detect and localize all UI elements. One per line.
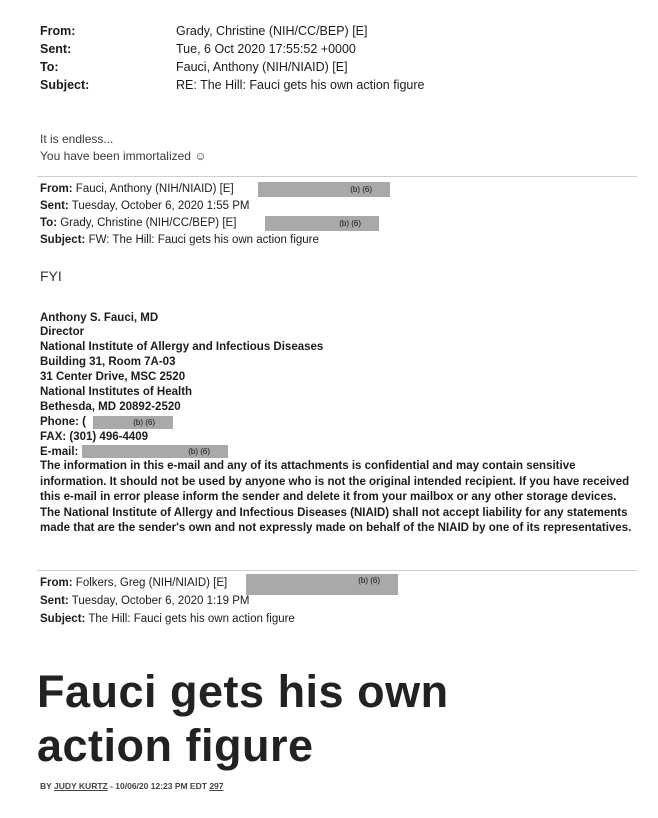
sent-row: [0, 40, 658, 58]
fwd2-from-label: From:: [40, 577, 73, 589]
fwd1-to-row: [40, 215, 236, 231]
sig-building: Building 31, Room 7A-03: [40, 356, 176, 368]
subject-value: RE: The Hill: Fauci gets his own action figure: [176, 78, 425, 92]
article-byline: [40, 781, 224, 791]
fwd1-from-value: Fauci, Anthony (NIH/NIAID) [E]: [75, 183, 234, 195]
redaction-box: (b) (6): [246, 574, 398, 595]
redaction-box: (b) (6): [258, 182, 390, 197]
sig-email-label: E-mail:: [40, 446, 79, 458]
sig-fax: FAX: (301) 496-4409: [40, 431, 149, 443]
sent-label: Sent:: [40, 42, 72, 56]
fwd1-to-label: To:: [40, 217, 58, 229]
from-label: From:: [40, 24, 76, 38]
fwd1-from-row: [40, 181, 234, 197]
sent-value: Tue, 6 Oct 2020 17:55:52 +0000: [176, 42, 356, 56]
article-headline-line-2: action figure: [37, 720, 314, 771]
subject-label: Subject:: [40, 78, 90, 92]
fwd2-subject-label: Subject:: [40, 613, 86, 625]
reply-line-1: It is endless...: [40, 132, 114, 146]
fwd1-subject-row: [40, 232, 319, 248]
fwd1-sent-row: [40, 198, 249, 214]
fwd1-sent-label: Sent:: [40, 200, 69, 212]
fwd1-from-label: From:: [40, 183, 73, 195]
fwd2-from-row: [40, 575, 227, 591]
sig-org: National Institutes of Health: [40, 386, 193, 398]
sig-street: 31 Center Drive, MSC 2520: [40, 371, 186, 383]
disclaimer: The information in this e-mail and any of its attachments is confidential and may contain sensitive information. It should not be used by anyone who is not the original intended recipient. If you have received this e-mail in error please inform the sender and delete it from your mailbox or any other storage devices. The National Institute of Allergy and Infectious Diseases (NIAID) shall not accept liability for any statements made that are the sender's own and not expressly made on behalf of the NIAID by one of its representatives.: [40, 460, 632, 534]
reply-line-2: You have been immortalized ☺: [40, 149, 207, 163]
fwd1-subject-value: FW: The Hill: Fauci gets his own action figure: [88, 234, 319, 246]
redaction-box: (b) (6): [93, 416, 173, 429]
redaction-box: (b) (6): [265, 216, 379, 231]
fwd2-from-value: Folkers, Greg (NIH/NIAID) [E]: [75, 577, 228, 589]
sig-city: Bethesda, MD 20892-2520: [40, 401, 181, 413]
sig-phone-label: Phone: (: [40, 416, 86, 428]
fwd1-subject-label: Subject:: [40, 234, 86, 246]
subject-row: [0, 76, 658, 94]
byline-timestamp: - 10/06/20 12:23 PM EDT: [107, 781, 207, 791]
fwd2-subject-value: The Hill: Fauci gets his own action figure: [88, 613, 295, 625]
fwd2-sent-label: Sent:: [40, 595, 69, 607]
from-row: [0, 22, 658, 40]
sig-institute: National Institute of Allergy and Infectious Diseases: [40, 341, 324, 353]
byline-prefix: BY: [40, 781, 55, 791]
fwd2-subject-row: [40, 611, 295, 627]
article-headline-line-1: Fauci gets his own: [37, 666, 449, 717]
sig-name: Anthony S. Fauci, MD: [40, 312, 159, 324]
fwd1-to-value: Grady, Christine (NIH/CC/BEP) [E]: [60, 217, 237, 229]
fyi-text: FYI: [40, 268, 62, 284]
comment-count-link[interactable]: 297: [209, 781, 224, 791]
fwd2-sent-value: Tuesday, October 6, 2020 1:19 PM: [71, 595, 250, 607]
divider: [37, 570, 637, 571]
fwd2-sent-row: [40, 593, 249, 609]
from-value: Grady, Christine (NIH/CC/BEP) [E]: [176, 24, 368, 38]
to-label: To:: [40, 60, 59, 74]
divider: [37, 176, 637, 177]
sig-title: Director: [40, 326, 85, 338]
to-value: Fauci, Anthony (NIH/NIAID) [E]: [176, 60, 348, 74]
fwd1-sent-value: Tuesday, October 6, 2020 1:55 PM: [71, 200, 250, 212]
to-row: [0, 58, 658, 76]
author-link[interactable]: JUDY KURTZ: [54, 781, 108, 791]
redaction-box: (b) (6): [82, 445, 228, 458]
